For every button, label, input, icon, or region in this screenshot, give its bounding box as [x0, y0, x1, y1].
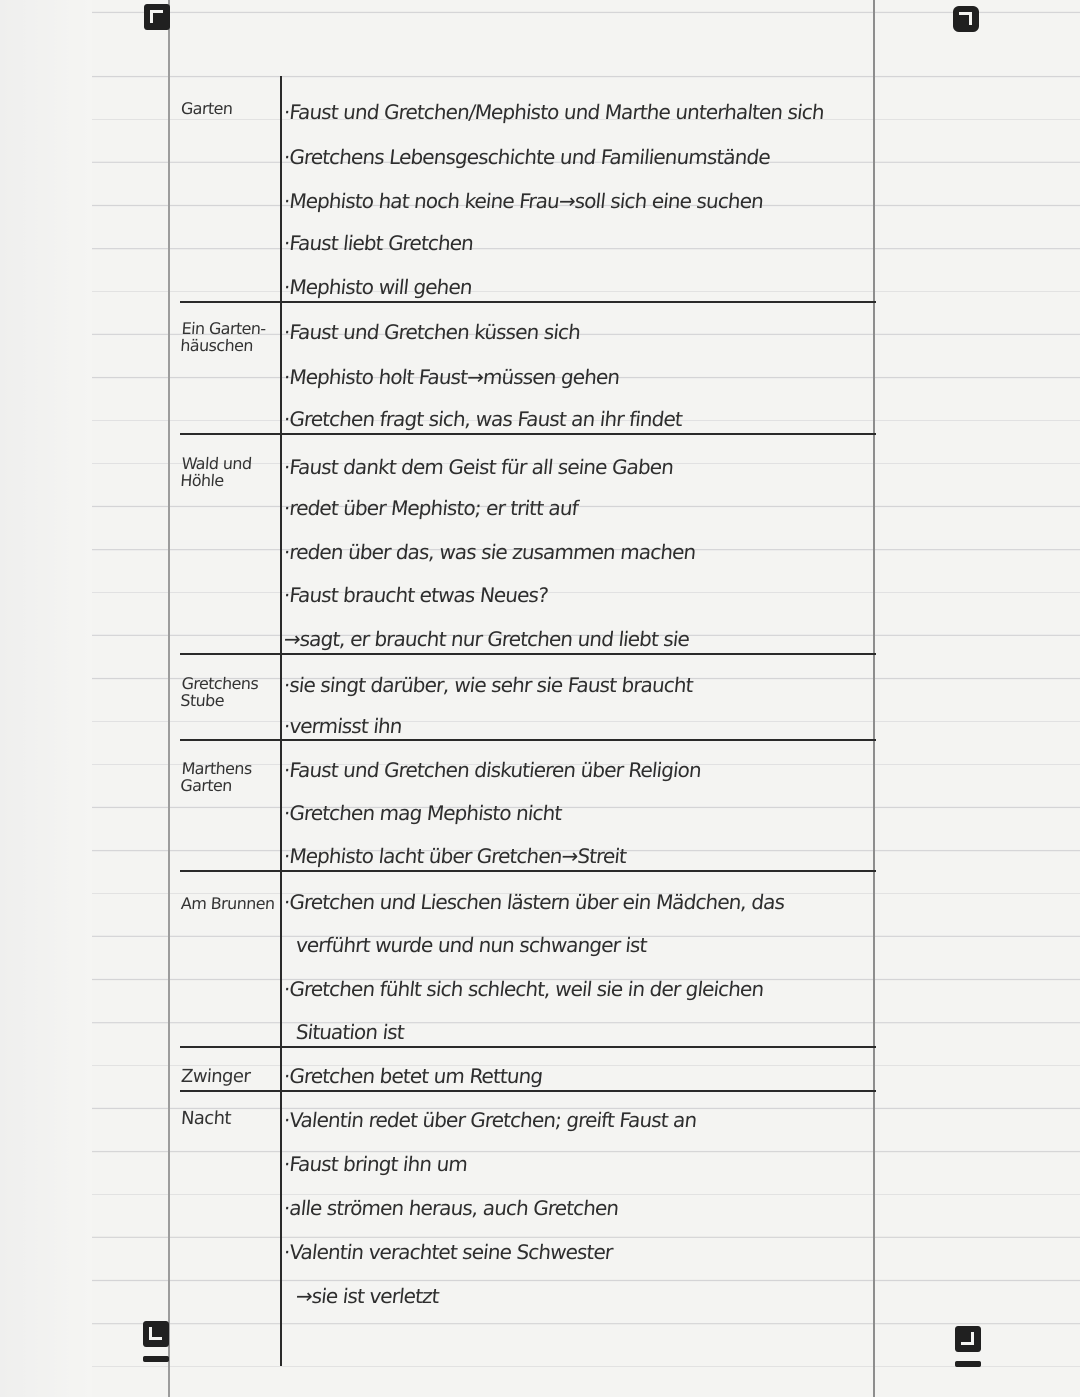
note-line: verführt wurde und nun schwanger ist [294, 933, 648, 957]
section-rule [180, 1090, 876, 1092]
note-line: ·Gretchen und Lieschen lästern über ein Mädchen, das [282, 890, 786, 914]
scene-place-marthens-garten: Marthens Garten [179, 759, 253, 795]
note-line: ·Faust dankt dem Geist für all seine Gaben [282, 455, 675, 479]
note-line: ·Faust braucht etwas Neues? [282, 583, 550, 607]
left-margin-line [168, 0, 170, 1397]
note-line: Situation ist [294, 1020, 406, 1044]
corner-marker-top-right-icon [953, 6, 979, 32]
right-margin-line [873, 0, 875, 1397]
note-line: ·Gretchen betet um Rettung [282, 1064, 544, 1088]
note-line: ·redet über Mephisto; er tritt auf [282, 496, 580, 520]
note-line: ·Mephisto holt Faust→müssen gehen [282, 365, 621, 389]
column-divider [280, 76, 282, 1366]
note-line: ·Valentin verachtet seine Schwester [282, 1240, 614, 1264]
page-edge [0, 0, 92, 1397]
note-line: ·Faust und Gretchen/Mephisto und Marthe unterhalten sich [282, 100, 826, 124]
note-line: ·Mephisto hat noch keine Frau→soll sich eine suchen [282, 189, 765, 213]
section-rule [180, 433, 876, 435]
note-line: ·sie singt darüber, wie sehr sie Faust braucht [282, 673, 694, 697]
scene-place-garten: Garten [180, 99, 234, 118]
note-line: ·Mephisto will gehen [282, 275, 474, 299]
note-line: ·Mephisto lacht über Gretchen→Streit [282, 844, 628, 868]
note-line: ·Gretchens Lebensgeschichte und Familienumstände [282, 145, 772, 169]
section-rule [180, 870, 876, 872]
scene-place-gartenhaeuschen: Ein Garten- häuschen [179, 319, 267, 355]
note-line: ·Faust liebt Gretchen [282, 231, 475, 255]
corner-marker-top-left-icon [144, 4, 170, 30]
note-line: ·Faust und Gretchen küssen sich [282, 320, 582, 344]
note-line: →sie ist verletzt [294, 1284, 440, 1308]
note-line: ·reden über das, was sie zusammen machen [282, 540, 697, 564]
section-rule [180, 1046, 876, 1048]
note-line: ·Gretchen fühlt sich schlecht, weil sie in der gleichen [282, 977, 765, 1001]
note-line: ·Gretchen mag Mephisto nicht [282, 801, 563, 825]
scene-place-zwinger: Zwinger [180, 1066, 251, 1087]
scene-place-nacht: Nacht [180, 1108, 232, 1129]
note-line: ·Faust und Gretchen diskutieren über Religion [282, 758, 703, 782]
section-rule [180, 739, 876, 741]
corner-marker-bottom-left-icon [143, 1321, 169, 1347]
note-line: ·alle strömen heraus, auch Gretchen [282, 1196, 620, 1220]
note-line: ·vermisst ihn [282, 714, 403, 738]
note-line: ·Faust bringt ihn um [282, 1152, 469, 1176]
note-line: ·Valentin redet über Gretchen; greift Faust an [282, 1108, 698, 1132]
note-line: ·Gretchen fragt sich, was Faust an ihr findet [282, 407, 684, 431]
section-rule [180, 301, 876, 303]
section-rule [180, 653, 876, 655]
note-line: →sagt, er braucht nur Gretchen und liebt sie [282, 627, 691, 651]
scene-place-wald-und-hoehle: Wald und Höhle [179, 454, 253, 490]
scene-place-am-brunnen: Am Brunnen [180, 894, 276, 913]
corner-bar-bottom-left [143, 1356, 169, 1362]
corner-bar-bottom-right [955, 1361, 981, 1367]
scene-place-gretchens-stube: Gretchens Stube [179, 674, 259, 710]
corner-marker-bottom-right-icon [955, 1326, 981, 1352]
